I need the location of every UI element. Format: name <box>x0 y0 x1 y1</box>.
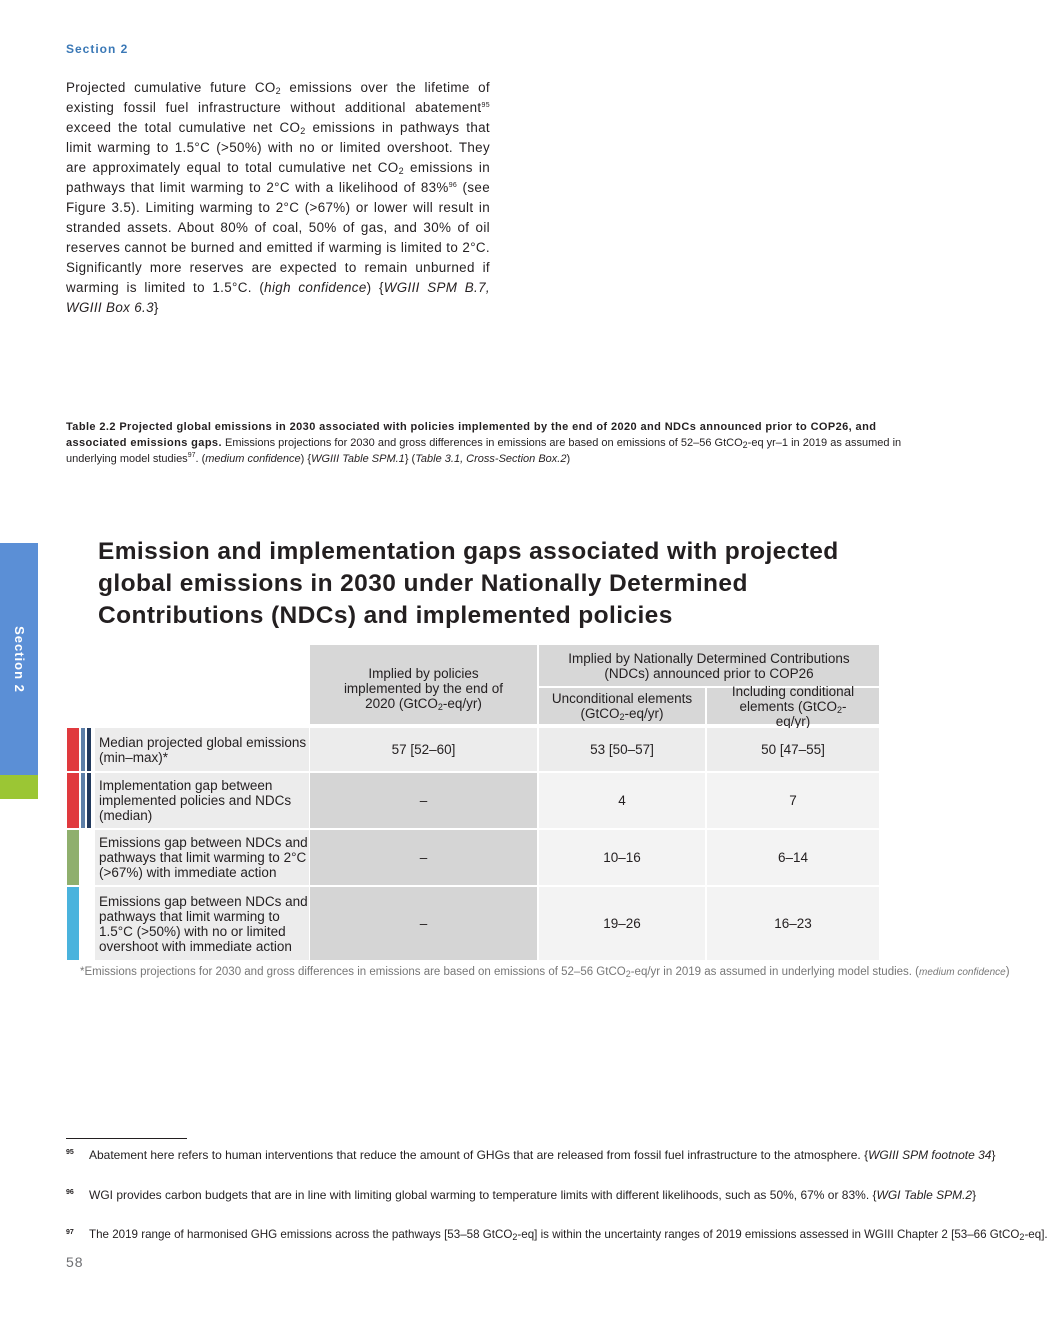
header-unconditional: Unconditional elements (GtCO$_2$-eq/yr) <box>539 688 705 724</box>
row-color-bar-slate <box>81 728 85 771</box>
section-label: Section 2 <box>66 42 129 56</box>
cell-median-unconditional: 53 [50–57] <box>539 728 705 771</box>
row-color-bar-navy <box>87 773 91 828</box>
row-label-implementation-gap: Implementation gap between implemented policies and NDCs (median) <box>95 773 309 828</box>
cell-gap2c-unconditional: 10–16 <box>539 830 705 885</box>
header-policies: Implied by policies implemented by the end of 2020 (GtCO$_2$-eq/yr) <box>310 645 537 724</box>
footnote-ref-96[interactable]: 96 <box>448 182 458 189</box>
header-ndc: Implied by Nationally Determined Contributions (NDCs) announced prior to COP26 <box>539 645 879 686</box>
cell-implementation-conditional: 7 <box>707 773 879 828</box>
row-label-gap-1-5c: Emissions gap between NDCs and pathways that limit warming to 1.5°C (>50%) with no or limited overshoot with immediate action <box>95 887 309 960</box>
cell-gap15c-conditional: 16–23 <box>707 887 879 960</box>
figure-title: Emission and implementation gaps associated with projected global emissions in 2030 under Nationally Determined Contributions (NDCs) and implemented policies <box>98 538 839 629</box>
row-color-bar-cyan <box>67 887 79 960</box>
footnote-96: 96 WGI provides carbon budgets that are in line with limiting global warming to temperature limits with different likelihoods, such as 50%, 67% or 83%. {WGI Table SPM.2} <box>66 1188 977 1202</box>
footnote-rule <box>66 1138 187 1139</box>
row-label-median: Median projected global emissions (min–max)* <box>95 728 309 771</box>
row-color-bar-green <box>67 830 79 885</box>
page-number: 58 <box>66 1254 84 1270</box>
cell-gap2c-conditional: 6–14 <box>707 830 879 885</box>
table-note: *Emissions projections for 2030 and gross differences in emissions are based on emissions of 52–56 GtCO$_2$-eq/yr in 2019 as assumed in underlying model studies. (medium confidence) <box>80 966 1010 979</box>
row-color-bar-slate <box>81 773 85 828</box>
cell-gap2c-policies: – <box>310 830 537 885</box>
row-color-bar-red <box>67 773 79 828</box>
table-caption: Table 2.2 Projected global emissions in 2030 associated with policies implemented by the end of 2020 and NDCs announced prior to COP26, and associated emissions gaps. Emissions projections for 2030 and gross differences in emissions are based on emissions of 52–56 GtCO$_2$-eq yr–1 in 2019 as assumed in underlying model studies$^{97}$. (medium confidence) {WGIII Table SPM.1} (Table 3.1, Cross-Section Box.2) <box>66 421 902 465</box>
side-tab-accent <box>0 775 38 799</box>
body-paragraph: Projected cumulative future $CO_2$ emissions over the lifetime of existing fossil fuel infrastructure without additional abatement$^{95}$ exceed the total cumulative net $CO_2$ emissions in pathways that limit warming to 1.5°C (>50%) with no or limited overshoot. They are approximately equal to total cumulative net $CO_2$ emissions in pathways that limit warming to 2°C with a likelihood of 83%$^{96}$ (see Figure 3.5). Limiting warming to 2°C (>67%) or lower will result in stranded assets. About 80% of coal, 50% of gas, and 30% of oil reserves cannot be burned and emitted if warming is limited to 2°C. Significantly more reserves are expected to remain unburned if warming is limited to 1.5°C. (high confidence) {WGIII SPM B.7, WGIII Box 6.3} <box>66 80 490 315</box>
row-label-gap-2c: Emissions gap between NDCs and pathways that limit warming to 2°C (>67%) with immediate action <box>95 830 309 885</box>
cell-implementation-policies: – <box>310 773 537 828</box>
footnote-95: 95 Abatement here refers to human interventions that reduce the amount of GHGs that are released from fossil fuel infrastructure to the atmosphere. {WGIII SPM footnote 34} <box>66 1148 996 1162</box>
side-tab-label: Section 2 <box>11 625 27 693</box>
footnote-ref-97[interactable]: 97 <box>187 452 196 459</box>
cell-gap15c-policies: – <box>310 887 537 960</box>
cell-implementation-unconditional: 4 <box>539 773 705 828</box>
cell-gap15c-unconditional: 19–26 <box>539 887 705 960</box>
cell-median-conditional: 50 [47–55] <box>707 728 879 771</box>
footnote-ref-95[interactable]: 95 <box>481 102 490 109</box>
cell-median-policies: 57 [52–60] <box>310 728 537 771</box>
row-color-bar-red <box>67 728 79 771</box>
row-color-bar-navy <box>87 728 91 771</box>
footnote-97: 97 The 2019 range of harmonised GHG emissions across the pathways [53–58 GtCO$_2$-eq] is within the uncertainty ranges of 2019 emissions assessed in WGIII Chapter 2 [53–66 GtCO$_2$-eq]. <box>66 1228 1048 1242</box>
header-conditional: Including conditional elements (GtCO$_2$-eq/yr) <box>707 688 879 724</box>
